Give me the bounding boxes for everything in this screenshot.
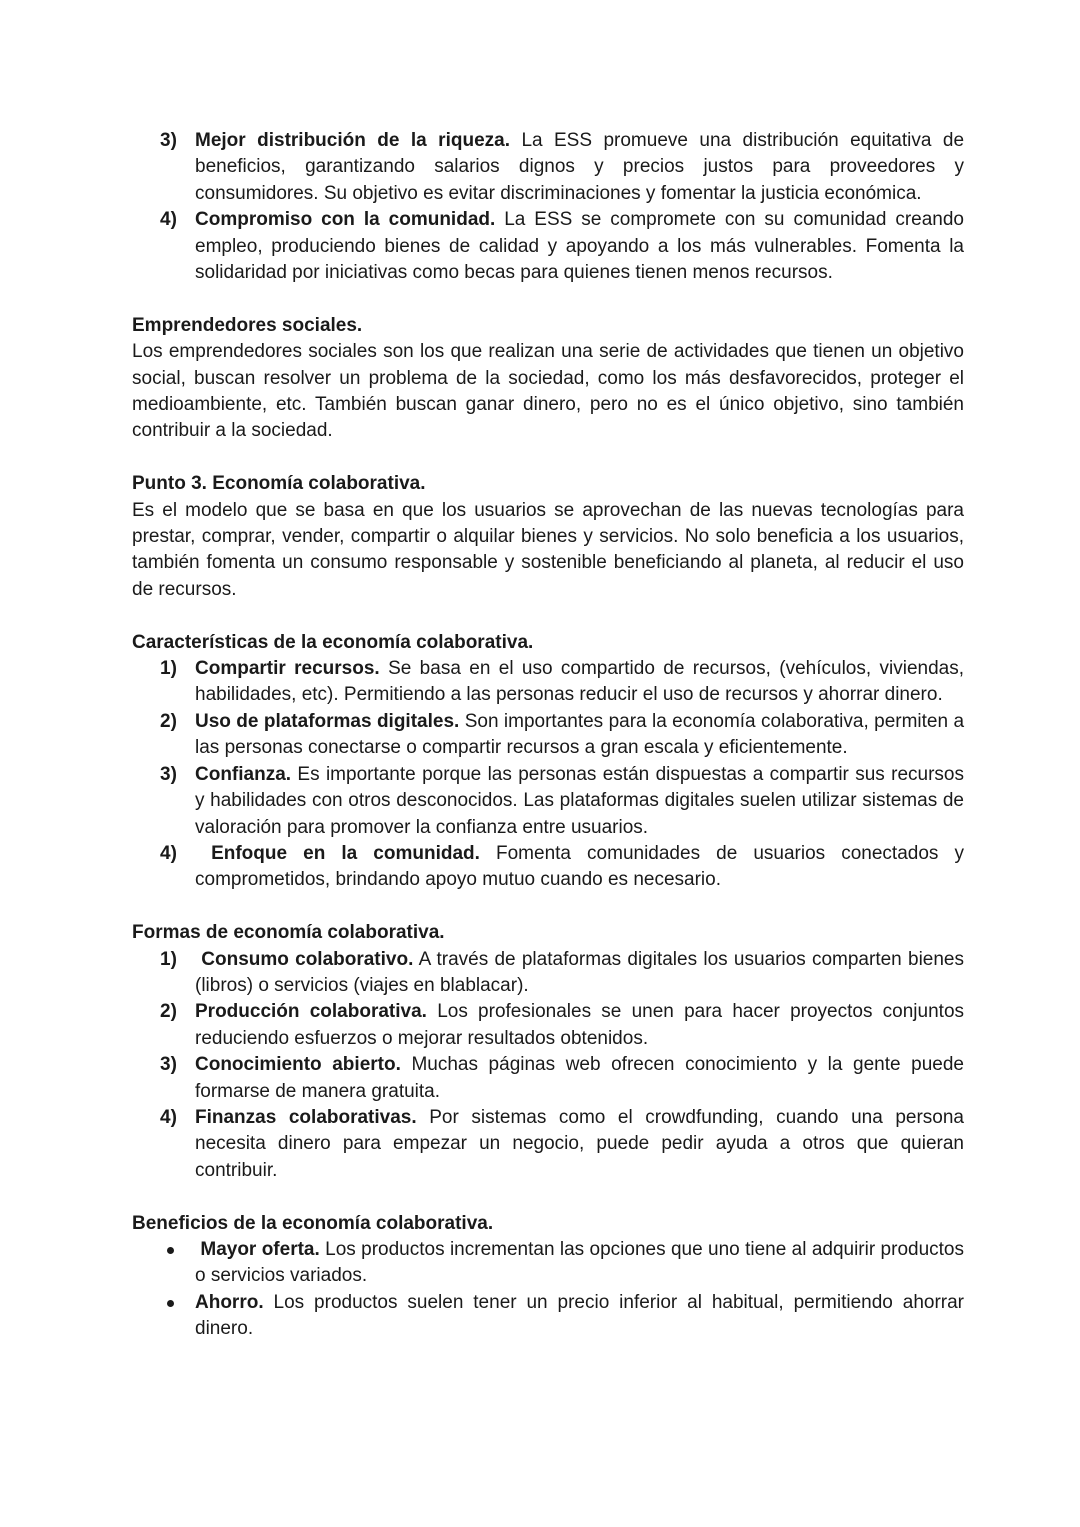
list-number: 1) [160, 658, 177, 680]
numbered-item-enfoque-comunidad [132, 841, 964, 894]
list-number: 1) [160, 948, 177, 970]
list-item-text: La ESS se compromete con su comunidad creando empleo, produciendo bienes de calidad y apoyando a los más vulnerables. Fomenta la solidaridad por iniciativas como becas para quienes tienen menos recursos. [195, 209, 964, 284]
list-item-text: Son importantes para la economía colaborativa, permiten a las personas conectarse o compartir recursos a gran escala y eficientemente. [195, 710, 965, 759]
list-item-text: Los productos suelen tener un precio inferior al habitual, permitiendo ahorrar dinero. [195, 1291, 965, 1340]
list-item-lead: Uso de plataformas digitales. [195, 710, 460, 732]
numbered-item-community-commitment [132, 207, 964, 286]
list-item-text: La ESS promueve una distribución equitativa de beneficios, garantizando salarios dignos y precios justos para proveedores y consumidores. Su objetivo es evitar discriminaciones y fomentar la justicia económica. [195, 130, 965, 204]
numbered-item-confianza [132, 762, 964, 841]
list-number: 3) [160, 130, 177, 151]
numbered-item-plataformas-digitales [132, 709, 964, 762]
list-item-lead: Mejor distribución de la riqueza. [195, 130, 510, 151]
numbered-item-consumo-colaborativo [132, 947, 964, 1000]
list-number: 4) [160, 842, 177, 864]
list-item-lead: Finanzas colaborativas. [195, 1106, 417, 1128]
bullet-item-ahorro [132, 1290, 964, 1343]
list-item-lead: Ahorro. [195, 1291, 264, 1313]
list-item-text: Los productos incrementan las opciones que uno tiene al adquirir productos o servicios variados. [195, 1238, 964, 1287]
list-item-lead: Consumo colaborativo. [195, 948, 414, 970]
paragraph-emprendedores-sociales: Los emprendedores sociales son los que realizan una serie de actividades que tienen un objetivo social, buscan resolver un problema de la sociedad, como los más desfavorecidos, proteger el medioambiente, etc. También buscan ganar dinero, pero no es el único objetivo, sino también contribuir a la sociedad. [132, 341, 964, 442]
numbered-item-conocimiento-abierto [132, 1052, 964, 1105]
bullet-marker [167, 1247, 174, 1254]
heading-caracteristicas: Características de la economía colaborativa. [132, 631, 534, 653]
list-number: 3) [160, 763, 177, 785]
list-item-lead: Conocimiento abierto. [195, 1054, 401, 1076]
heading-beneficios: Beneficios de la economía colaborativa. [132, 1212, 494, 1234]
list-number: 2) [160, 710, 177, 732]
heading-punto-3-economia-colaborativa: Punto 3. Economía colaborativa. [132, 473, 426, 495]
list-item-text: Los profesionales se unen para hacer proyectos conjuntos reduciendo esfuerzos o mejorar resultados obtenidos. [195, 1001, 965, 1049]
list-item-text: Por sistemas como el crowdfunding, cuando una persona necesita dinero para empezar un negocio, puede pedir ayuda a otros que quieran contribuir. [195, 1106, 964, 1181]
list-item-text: Fomenta comunidades de usuarios conectados y comprometidos, brindando apoyo mutuo cuando es necesario. [195, 842, 964, 891]
list-number: 4) [160, 1106, 177, 1128]
list-item-lead: Compromiso con la comunidad. [195, 209, 496, 231]
list-item-text: Muchas páginas web ofrecen conocimiento y la gente puede formarse de manera gratuita. [195, 1054, 964, 1102]
list-item-text: A través de plataformas digitales los usuarios comparten bienes (libros) o servicios (viajes en blablacar). [195, 948, 964, 996]
list-item-lead: Enfoque en la comunidad. [195, 842, 480, 864]
list-number: 3) [160, 1054, 177, 1076]
list-item-lead: Producción colaborativa. [195, 1001, 427, 1023]
list-item-lead: Compartir recursos. [195, 658, 380, 680]
bullet-marker [167, 1300, 174, 1307]
numbered-item-compartir-recursos [132, 656, 964, 709]
heading-formas: Formas de economía colaborativa. [132, 922, 445, 944]
list-item-lead: Mayor oferta. [195, 1238, 320, 1260]
numbered-item-produccion-colaborativa [132, 999, 964, 1052]
list-item-lead: Confianza. [195, 763, 292, 785]
list-item-text: Es importante porque las personas están dispuestas a compartir sus recursos y habilidades con otros desconocidos. Las plataformas digitales suelen utilizar sistemas de valoración para promover la confianza entre usuarios. [195, 763, 964, 838]
list-number: 2) [160, 1001, 177, 1023]
heading-emprendedores-sociales: Emprendedores sociales. [132, 314, 363, 336]
numbered-item-wealth-distribution [132, 128, 964, 207]
paragraph-economia-colaborativa: Es el modelo que se basa en que los usuarios se aprovechan de las nuevas tecnologías para prestar, comprar, vender, compartir o alquilar bienes y servicios. No solo beneficia a los usuarios, también fomenta un consumo responsable y sostenible beneficiando al planeta, al reducir el uso de recursos. [132, 499, 964, 600]
list-number: 4) [160, 209, 177, 231]
numbered-item-finanzas-colaborativas [132, 1105, 964, 1184]
bullet-item-mayor-oferta [132, 1237, 964, 1290]
list-item-text: Se basa en el uso compartido de recursos, (vehículos, viviendas, habilidades, etc). Permitiendo a las personas reducir el uso de recursos y ahorrar dinero. [195, 658, 964, 706]
